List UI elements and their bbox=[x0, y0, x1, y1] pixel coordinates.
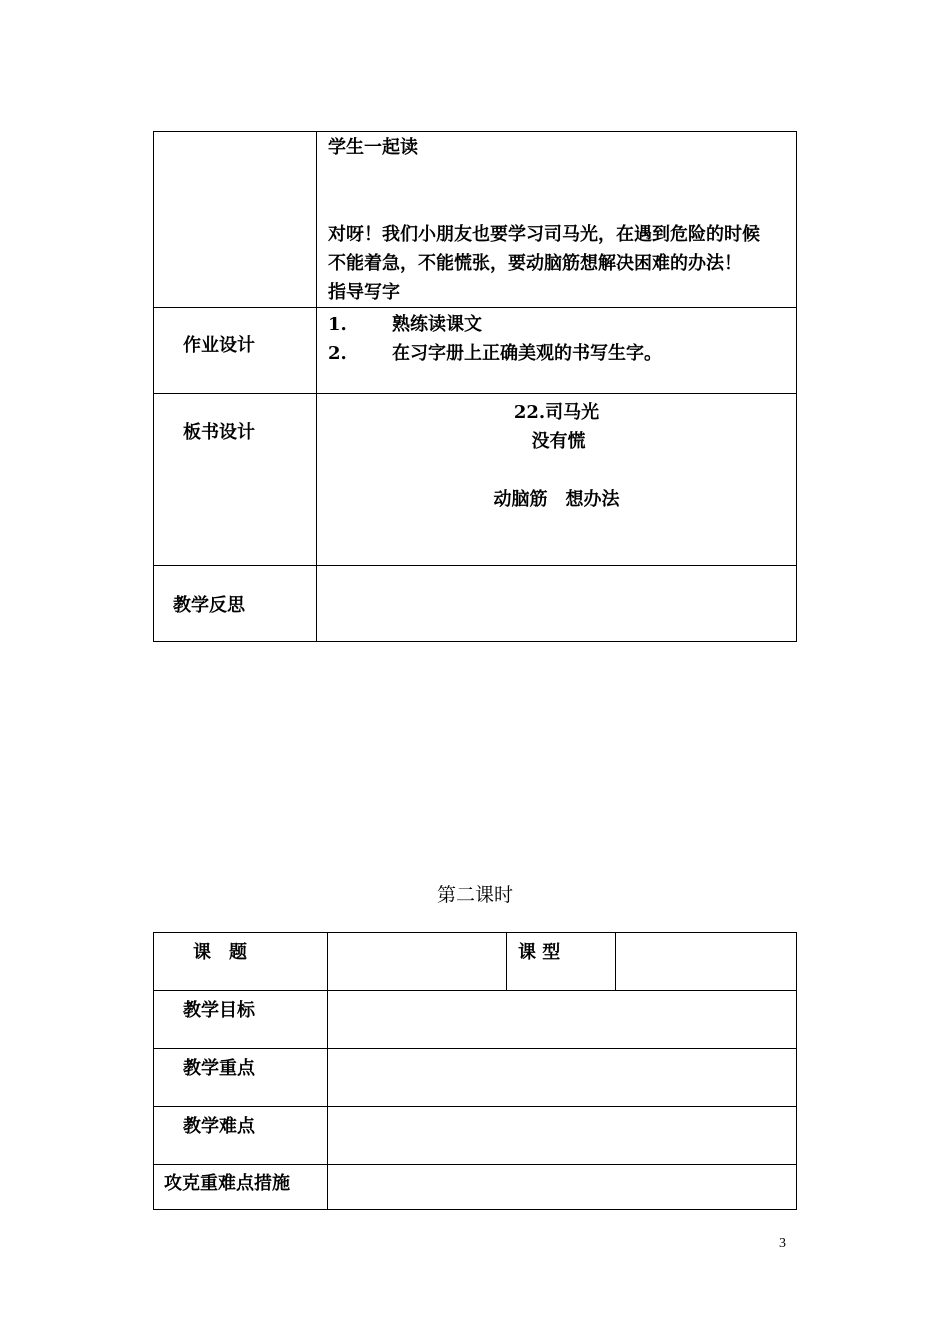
list-item bbox=[328, 310, 796, 339]
lesson-title: 第二课时 bbox=[436, 884, 513, 906]
key-points-value bbox=[328, 1049, 797, 1107]
table-row bbox=[154, 991, 797, 1049]
board-label: 板书设计 bbox=[154, 394, 317, 566]
text-line bbox=[328, 162, 796, 191]
key-points-label: 教学重点 bbox=[154, 1049, 328, 1107]
table-row bbox=[154, 933, 797, 991]
lesson-plan-table-2 bbox=[153, 932, 797, 1210]
board-title: 22.司马光 bbox=[513, 402, 600, 423]
item-number: 1. bbox=[328, 314, 347, 335]
difficulty-label: 教学难点 bbox=[154, 1107, 328, 1165]
topic-value bbox=[328, 933, 507, 991]
type-label: 课 型 bbox=[507, 933, 616, 991]
homework-cell bbox=[317, 308, 797, 394]
row-label-empty bbox=[154, 132, 317, 308]
table-row bbox=[154, 1107, 797, 1165]
type-value bbox=[616, 933, 797, 991]
measures-value bbox=[328, 1165, 797, 1210]
table-row bbox=[154, 1049, 797, 1107]
text-line: 学生一起读 bbox=[328, 137, 418, 158]
table-row bbox=[154, 308, 797, 394]
text-line: 不能着急，不能慌张，要动脑筋想解决困难的办法！ bbox=[328, 253, 742, 274]
homework-label: 作业设计 bbox=[154, 308, 317, 394]
table-row bbox=[154, 1165, 797, 1210]
board-spacer bbox=[317, 456, 796, 485]
table-row bbox=[154, 132, 797, 308]
activity-cell bbox=[317, 132, 797, 308]
difficulty-value bbox=[328, 1107, 797, 1165]
goals-label: 教学目标 bbox=[154, 991, 328, 1049]
table-row bbox=[154, 394, 797, 566]
board-cell bbox=[317, 394, 797, 566]
item-text: 熟练读课文 bbox=[392, 314, 482, 335]
text-line: 对呀！我们小朋友也要学习司马光，在遇到危险的时候 bbox=[328, 224, 760, 245]
reflection-cell bbox=[317, 566, 797, 642]
text-line: 指导写字 bbox=[328, 282, 400, 303]
list-item bbox=[328, 339, 796, 368]
page-number: 3 bbox=[779, 1236, 786, 1251]
table-row bbox=[154, 566, 797, 642]
item-number: 2. bbox=[328, 343, 347, 364]
text-line bbox=[328, 191, 796, 220]
item-text: 在习字册上正确美观的书写生字。 bbox=[392, 343, 662, 364]
lesson-plan-table-1 bbox=[153, 131, 797, 642]
goals-value bbox=[328, 991, 797, 1049]
reflection-label: 教学反思 bbox=[154, 566, 317, 642]
topic-label: 课 题 bbox=[154, 933, 328, 991]
board-line: 没有慌 bbox=[531, 431, 586, 452]
measures-label: 攻克重难点措施 bbox=[154, 1165, 328, 1210]
board-line: 动脑筋 想办法 bbox=[493, 489, 620, 510]
